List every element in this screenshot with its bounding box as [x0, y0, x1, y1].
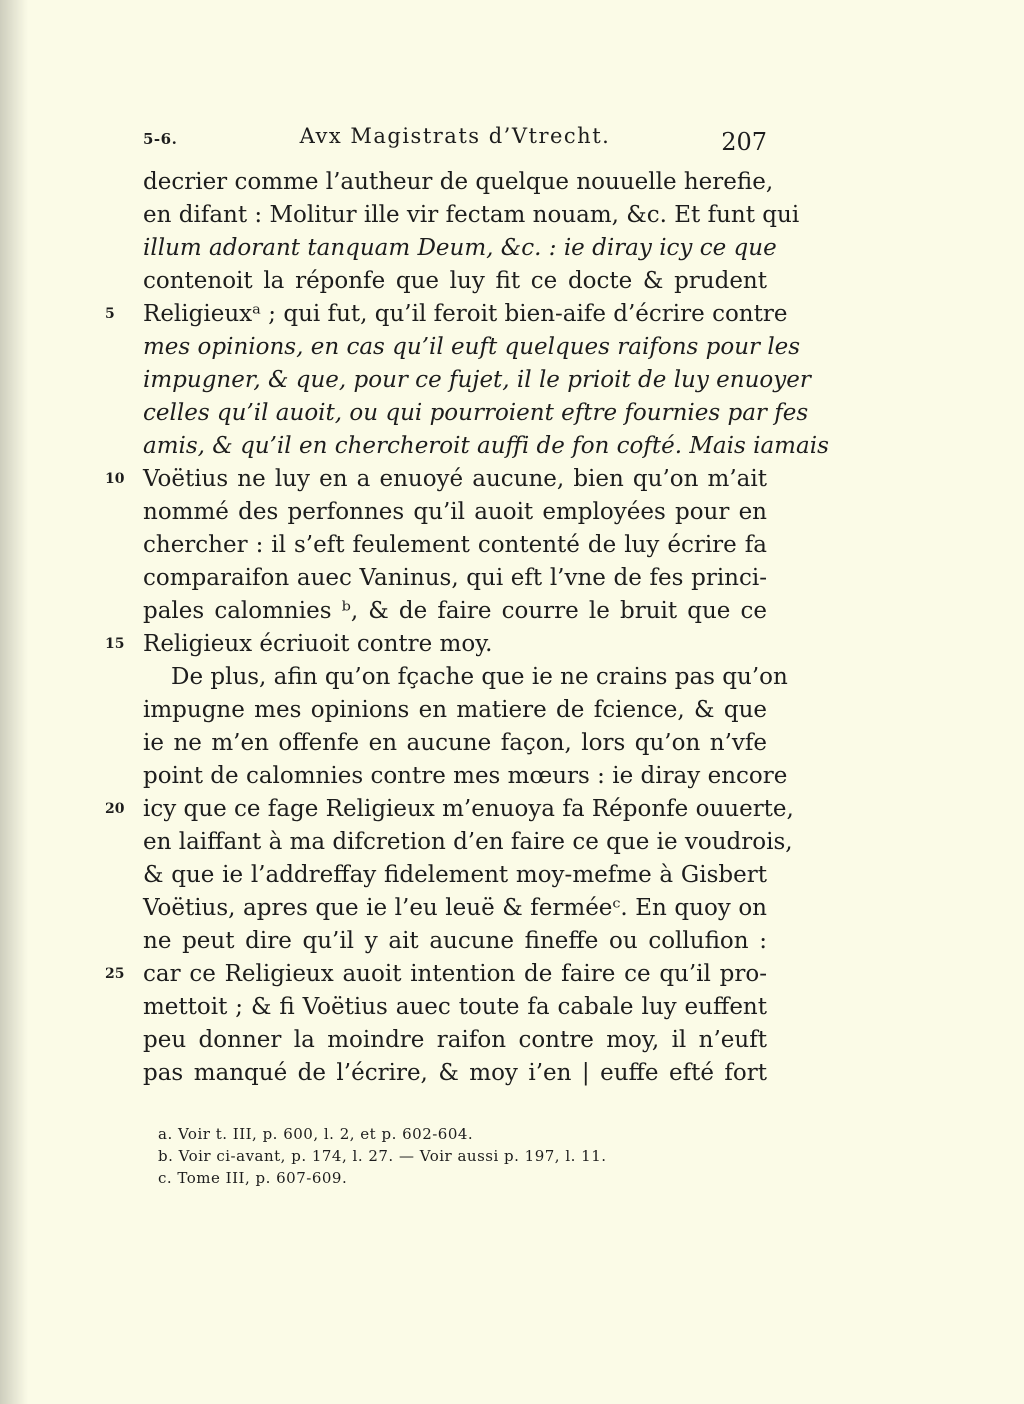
text-line — [143, 364, 811, 397]
line-text: mes opinions, en cas qu’il euft quelques raifons pour les — [143, 334, 801, 360]
line-text: decrier comme l’autheur de quelque nouuelle herefie, — [143, 169, 774, 195]
text-line — [105, 463, 767, 496]
text-line — [143, 529, 767, 562]
line-text: De plus, afin qu’on fçache que ie ne crains pas qu’on — [171, 664, 788, 690]
line-text: contenoit la réponfe que luy fit ce docte & prudent — [143, 268, 767, 294]
line-text: amis, & qu’il en chercheroit auffi de fon cofté. Mais iamais — [143, 433, 829, 459]
text-line — [143, 826, 793, 859]
text-line — [143, 859, 767, 892]
text-line — [143, 430, 829, 463]
header-title: Avx Magistrats d’Vtrecht. — [299, 124, 611, 148]
footnote-a: a. Voir t. III, p. 600, l. 2, et p. 602-604. — [158, 1125, 474, 1143]
line-number: 15 — [105, 636, 125, 652]
text-line — [143, 331, 801, 364]
line-text: en laiffant à ma difcretion d’en faire ce que ie voudrois, — [143, 829, 793, 855]
text-line — [105, 793, 794, 826]
line-text: point de calomnies contre mes mœurs : ie diray encore — [143, 763, 788, 789]
text-line — [143, 265, 767, 298]
line-number: 20 — [105, 801, 125, 817]
text-line — [105, 958, 767, 991]
line-text: peu donner la moindre raifon contre moy, il n’euft — [143, 1027, 767, 1053]
text-line — [143, 727, 767, 760]
text-line — [143, 991, 767, 1024]
header-left-ref: 5-6. — [143, 130, 178, 148]
line-number: 10 — [105, 471, 125, 487]
line-text: comparaifon auec Vaninus, qui eft l’vne de fes princi- — [143, 565, 767, 591]
footnote-b: b. Voir ci-avant, p. 174, l. 27. — Voir aussi p. 197, l. 11. — [158, 1147, 607, 1165]
body-text — [105, 166, 829, 1090]
text-line — [143, 892, 767, 925]
text-line — [143, 496, 767, 529]
text-line — [143, 661, 788, 694]
line-text: & que ie l’addreffay fidelement moy-mefme à Gisbert — [143, 862, 767, 888]
line-text: impugne mes opinions en matiere de fcience, & que — [143, 697, 767, 723]
text-line — [143, 595, 767, 628]
footnote-c: c. Tome III, p. 607-609. — [158, 1169, 348, 1187]
text-line — [143, 1024, 767, 1057]
line-text: celles qu’il auoit, ou qui pourroient eftre fournies par fes — [143, 400, 809, 426]
line-number: 5 — [105, 306, 115, 322]
line-text: en difant : Molitur ille vir fectam nouam, &c. Et funt qui — [143, 202, 800, 228]
text-line — [143, 760, 788, 793]
line-text: ie ne m’en offenfe en aucune façon, lors qu’on n’vfe — [143, 730, 767, 756]
line-text: ne peut dire qu’il y ait aucune fineffe ou collufion : — [143, 928, 767, 954]
page-number: 207 — [721, 128, 767, 156]
line-text: illum adorant tanquam Deum, &c. : ie diray icy ce que — [143, 235, 777, 261]
line-text: impugner, & que, pour ce fujet, il le prioit de luy enuoyer — [143, 367, 811, 393]
text-line — [143, 1057, 767, 1090]
footnotes — [158, 1123, 678, 1189]
line-text: chercher : il s’eft feulement contenté de luy écrire fa — [143, 532, 767, 558]
running-header — [143, 124, 767, 160]
text-line — [143, 166, 774, 199]
line-text: Religieux écriuoit contre moy. — [143, 631, 493, 657]
text-line — [143, 232, 777, 265]
text-line — [105, 298, 788, 331]
line-text: Voëtius ne luy en a enuoyé aucune, bien qu’on m’ait — [143, 466, 767, 492]
line-text: pales calomnies ᵇ, & de faire courre le bruit que ce — [143, 598, 767, 624]
line-text: Religieuxᵃ ; qui fut, qu’il feroit bien-aife d’écrire contre — [143, 301, 788, 327]
line-number: 25 — [105, 966, 125, 982]
text-line — [143, 925, 767, 958]
line-text: mettoit ; & fi Voëtius auec toute fa cabale luy euffent — [143, 994, 767, 1020]
line-text: icy que ce fage Religieux m’enuoya fa Réponfe ouuerte, — [143, 796, 794, 822]
text-line — [105, 628, 767, 661]
text-line — [143, 199, 800, 232]
line-text: Voëtius, apres que ie l’eu leuë & ferméeᶜ. En quoy on — [143, 895, 767, 921]
line-text: nommé des perfonnes qu’il auoit employées pour en — [143, 499, 767, 525]
text-line — [143, 397, 809, 430]
line-text: pas manqué de l’écrire, & moy i’en | euffe efté fort — [143, 1060, 767, 1086]
page-edge-shadow — [0, 0, 28, 1404]
line-text: car ce Religieux auoit intention de faire ce qu’il pro- — [143, 961, 767, 987]
text-line — [143, 694, 767, 727]
text-line — [143, 562, 767, 595]
